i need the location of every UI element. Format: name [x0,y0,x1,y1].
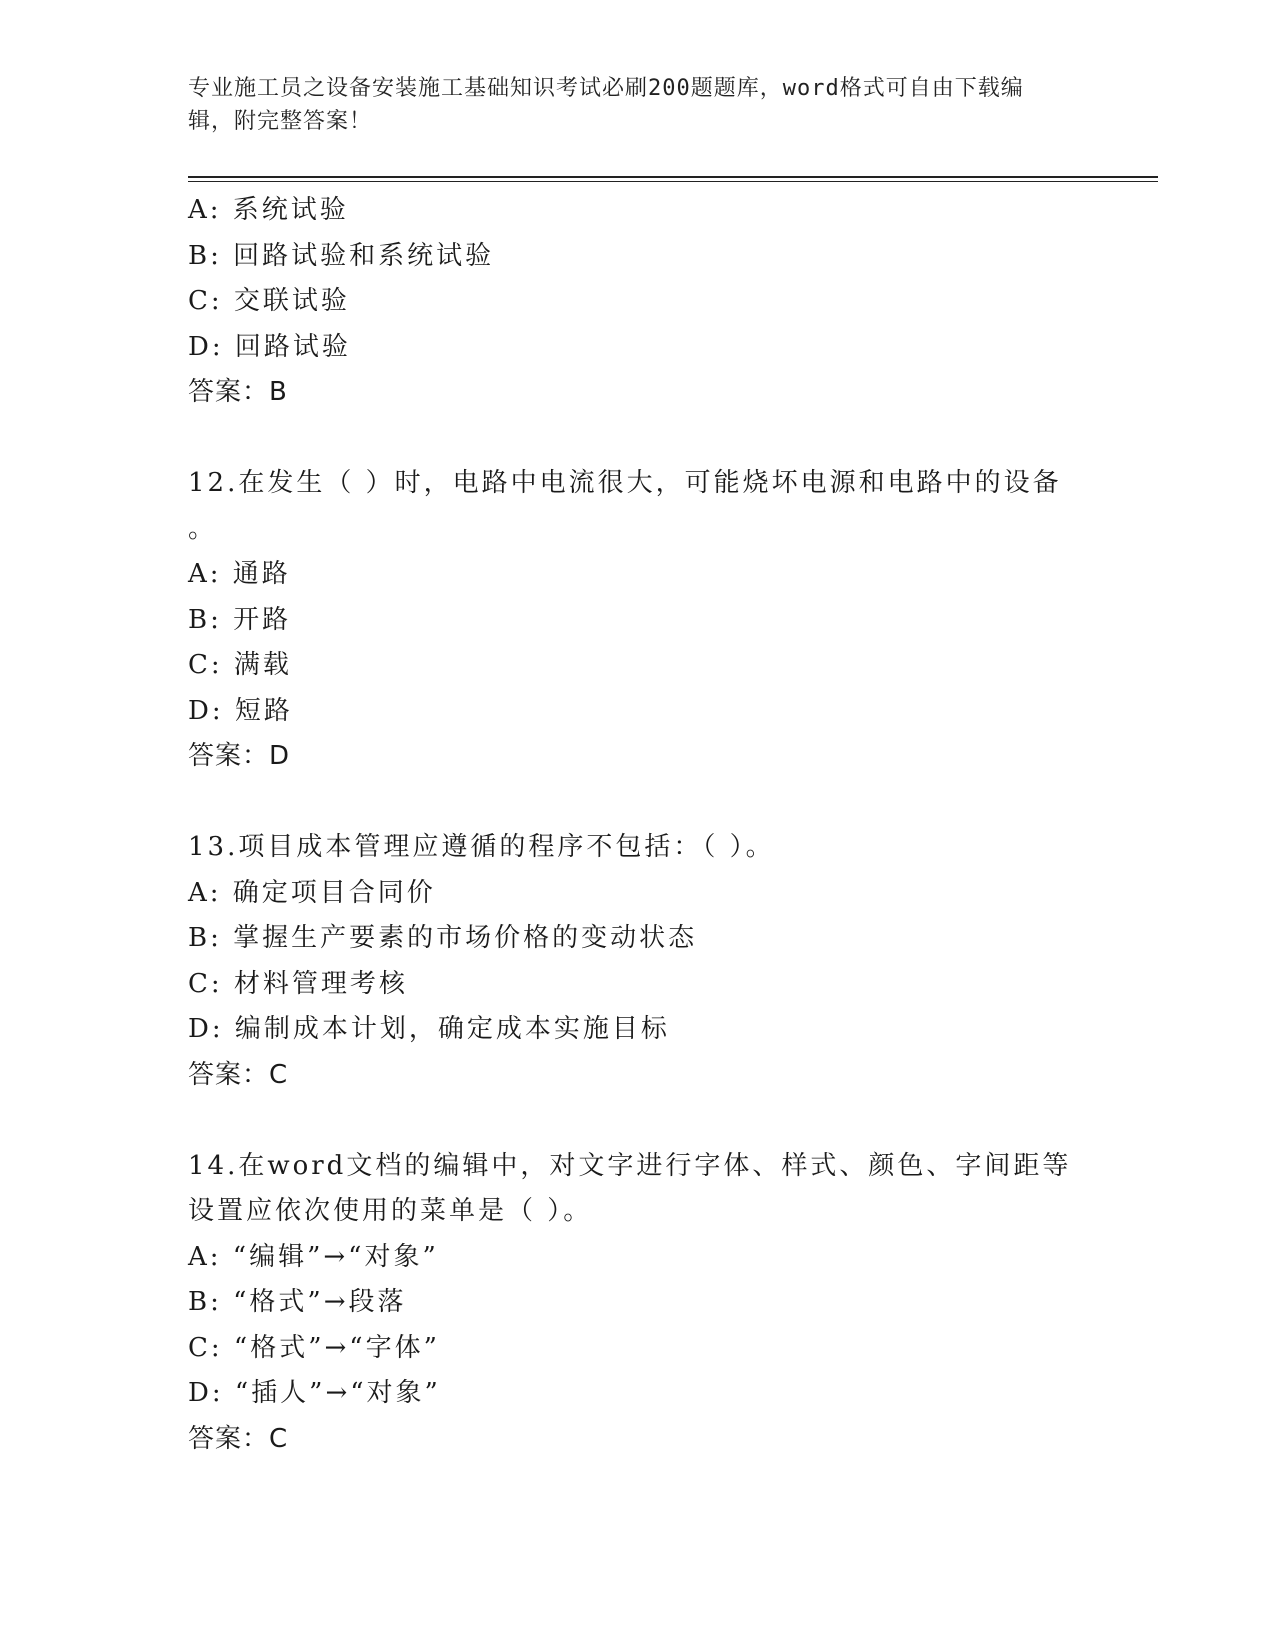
question-stem-continued: 。 [188,513,218,544]
question-14 [188,1144,1078,1463]
option-d: D: “插人”→“对象” [188,1378,441,1408]
option-c: C: “格式”→“字体” [188,1332,440,1363]
option-b: B: 掌握生产要素的市场价格的变动状态 [188,923,698,953]
question-12 [188,461,1078,780]
spacer [188,416,1078,462]
question-11 [188,188,1078,416]
question-13 [188,825,1078,1098]
answer-line: 答案：B [188,377,288,407]
header-divider-thick [188,176,1158,178]
option-c: C: 满载 [188,650,292,680]
question-stem: 13.项目成本管理应遵循的程序不包括：（ ）。 [188,832,775,862]
option-a: A: “编辑”→“对象” [188,1241,439,1272]
document-header-title: 专业施工员之设备安装施工基础知识考试必刷200题题库，word格式可自由下载编辑，附完整答案！ [188,76,1024,134]
option-d: D: 回路试验 [188,331,351,362]
spacer [188,780,1078,826]
option-a: A: 系统试验 [188,195,349,225]
option-b: B: 回路试验和系统试验 [188,240,495,271]
question-stem-continued: 设置应依次使用的菜单是（ ）。 [188,1196,593,1226]
option-b: B: 开路 [188,604,292,635]
answer-line: 答案：C [188,1423,289,1454]
question-content [188,188,1078,1462]
question-stem: 12.在发生（ ）时，电路中电流很大，可能烧坏电源和电路中的设备 [188,468,1062,498]
option-a: A: 通路 [188,559,291,589]
option-b: B: “格式”→段落 [188,1287,407,1317]
option-a: A: 确定项目合同价 [188,877,436,908]
answer-line: 答案：D [188,741,291,771]
option-d: D: 短路 [188,695,293,726]
spacer [188,1098,1078,1144]
option-c: C: 交联试验 [188,286,350,316]
question-stem: 14.在word文档的编辑中，对文字进行字体、样式、颜色、字间距等 [188,1150,1072,1181]
answer-line: 答案：C [188,1059,289,1090]
option-c: C: 材料管理考核 [188,968,408,999]
option-d: D: 编制成本计划，确定成本实施目标 [188,1014,670,1044]
header-divider-thin [188,181,1158,182]
